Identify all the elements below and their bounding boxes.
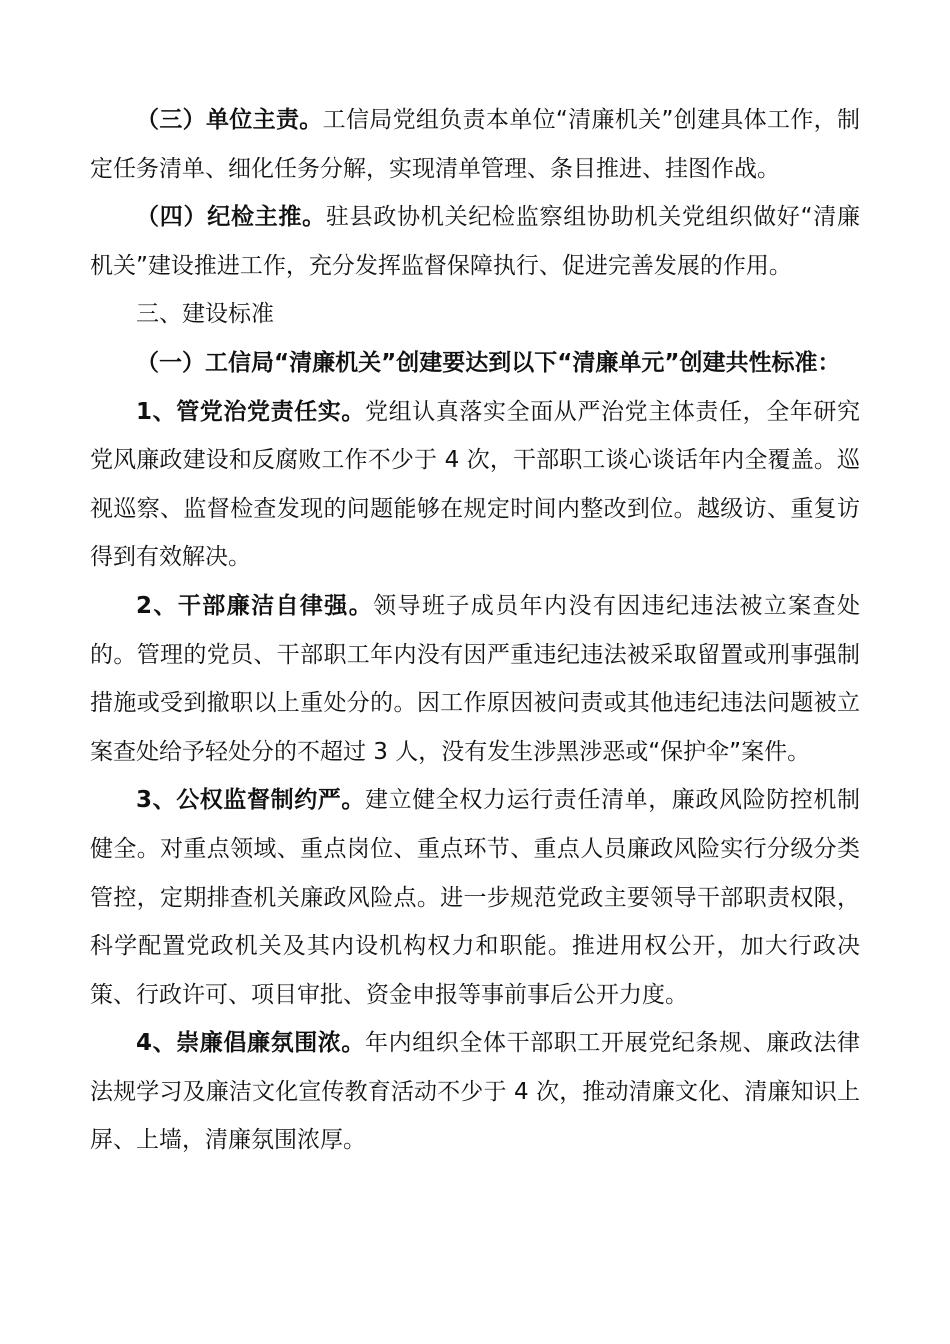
paragraph-lead: （四）纪检主推。: [136, 204, 326, 231]
paragraph-integrity-atmosphere: [90, 1019, 860, 1165]
paragraph-unit-responsibility: [90, 96, 860, 193]
paragraph-body: 领导班子成员年内没有因违纪违法被立案查处的。管理的党员、干部职工年内没有因严重违纪违法被采取留置或刑事强制措施或受到撤职以上重处分的。因工作原因被问责或其他违纪违法问题被立案查处给予轻处分的不超过 3 人，没有发生涉黑涉恶或“保护伞”案件。: [90, 592, 860, 765]
paragraph-lead: 2、干部廉洁自律强。: [136, 592, 374, 619]
paragraph-power-supervision: [90, 776, 860, 1019]
paragraph-lead: 4、崇廉倡廉氛围浓。: [136, 1030, 365, 1057]
paragraph-body: 驻县政协机关纪检监察组协助机关党组织做好“清廉机关”建设推进工作，充分发挥监督保障执行、促进完善发展的作用。: [90, 204, 860, 279]
paragraph-body: 年内组织全体干部职工开展党纪条规、廉政法律法规学习及廉洁文化宣传教育活动不少于 4 次，推动清廉文化、清廉知识上屏、上墙，清廉氛围浓厚。: [90, 1030, 860, 1154]
section-heading: 三、建设标准: [136, 301, 274, 328]
paragraph-body: 党组认真落实全面从严治党主体责任，全年研究党风廉政建设和反腐败工作不少于 4 次，干部职工谈心谈话年内全覆盖。巡视巡察、监督检查发现的问题能够在规定时间内整改到位。越级访、重复访得到有效解决。: [90, 398, 860, 571]
paragraph-lead: （三）单位主责。: [136, 107, 323, 133]
paragraph-party-responsibility: [90, 388, 860, 582]
paragraph-body: 建立健全权力运行责任清单，廉政风险防控机制健全。对重点领域、重点岗位、重点环节、重点人员廉政风险实行分级分类管控，定期排查机关廉政风险点。进一步规范党政主要领导干部职责权限，科学配置党政机关及其内设机构权力和职能。推进用权公开，加大行政决策、行政许可、项目审批、资金申报等事前事后公开力度。: [90, 787, 860, 1008]
paragraph-lead: 3、公权监督制约严。: [136, 787, 365, 814]
document-page: [90, 96, 860, 1165]
paragraph-cadre-integrity: [90, 582, 860, 776]
paragraph-body: 工信局党组负责本单位“清廉机关”创建具体工作，制定任务清单、细化任务分解，实现清单管理、条目推进、挂图作战。: [90, 107, 860, 182]
paragraph-discipline-inspection: [90, 193, 860, 290]
paragraph-lead: 1、管党治党责任实。: [136, 398, 365, 425]
sub-heading: （一）工信局“清廉机关”创建要达到以下“清廉单元”创建共性标准：: [136, 349, 841, 376]
